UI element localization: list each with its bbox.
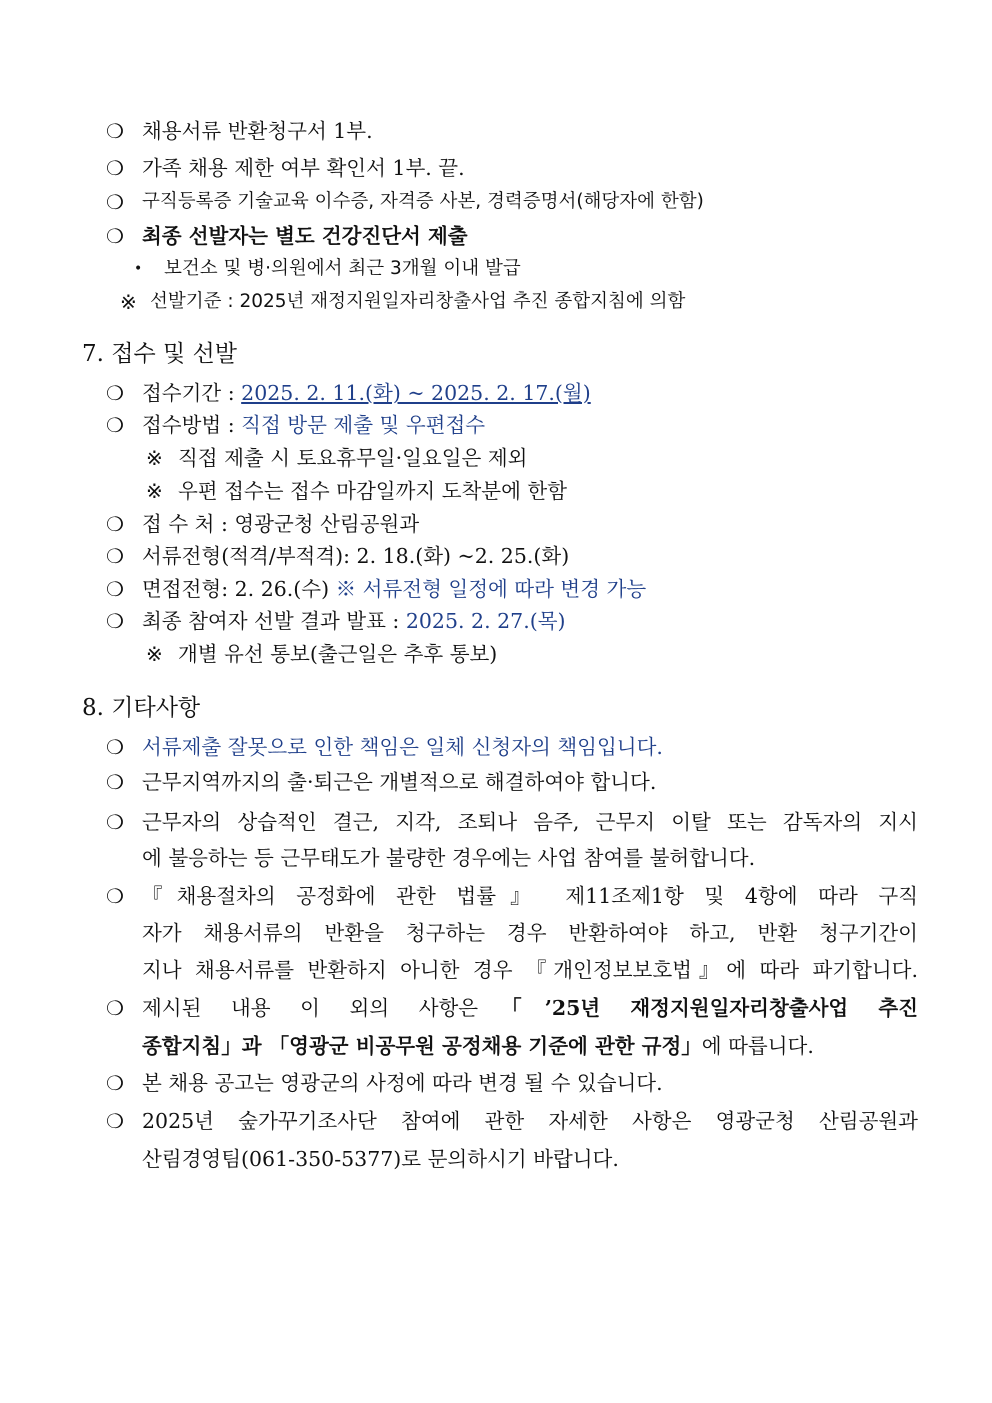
note-mark-icon: ※	[146, 446, 163, 470]
interview-note: ※ 서류전형 일정에 따라 변경 가능	[335, 577, 647, 601]
intro-item-4: 최종 선발자는 별도 건강진단서 제출	[142, 224, 468, 248]
intro-note: 선발기준 : 2025년 재정지원일자리창출사업 추진 종합지침에 의함	[150, 291, 686, 312]
note-mark-icon: ※	[120, 290, 137, 314]
dot-bullet-icon: •	[134, 261, 143, 277]
circle-bullet-icon: ❍	[106, 413, 124, 437]
misc-item-2: 근무지역까지의 출·퇴근은 개별적으로 해결하여야 합니다.	[142, 770, 657, 794]
circle-bullet-icon: ❍	[106, 770, 124, 794]
method-note-1: 직접 제출 시 토요휴무일·일요일은 제외	[178, 446, 528, 470]
misc-item-3-line-1: 근무자의 상습적인 결근, 지각, 조퇴나 음주, 근무지 이탈 또는 감독자의 지시	[142, 810, 918, 834]
misc-item-4-line-1: 『채용절차의 공정화에 관한 법률』 제11조제1항 및 4항에 따라 구직	[142, 884, 918, 908]
period-label: 접수기간 :	[142, 381, 242, 405]
circle-bullet-icon: ❍	[106, 884, 124, 908]
final-announcement-row	[142, 606, 566, 636]
intro-item-3: 구직등록증 기술교육 이수증, 자격증 사본, 경력증명서(해당자에 한함)	[142, 191, 704, 212]
note-mark-icon: ※	[146, 642, 163, 666]
final-value: 2025. 2. 27.(목)	[405, 609, 566, 633]
circle-bullet-icon: ❍	[106, 190, 124, 214]
misc-item-3-line-2: 에 불응하는 등 근무태도가 불량한 경우에는 사업 참여를 불허합니다.	[142, 846, 756, 870]
circle-bullet-icon: ❍	[106, 224, 124, 248]
misc-item-7-line-1: 2025년 숲가꾸기조사단 참여에 관한 자세한 사항은 영광군청 산림공원과	[142, 1109, 918, 1133]
method-value: 직접 방문 제출 및 우편접수	[241, 413, 486, 437]
document-screening: 서류전형(적격/부적격): 2. 18.(화) ~2. 25.(화)	[142, 544, 570, 568]
section-7-heading: 7. 접수 및 선발	[82, 341, 237, 367]
circle-bullet-icon: ❍	[106, 735, 124, 759]
circle-bullet-icon: ❍	[106, 544, 124, 568]
period-value: 2025. 2. 11.(화) ~ 2025. 2. 17.(월)	[241, 381, 591, 405]
final-note: 개별 유선 통보(출근일은 추후 통보)	[178, 642, 498, 666]
interview-row	[142, 574, 646, 604]
circle-bullet-icon: ❍	[106, 1071, 124, 1095]
misc-item-5-text-a: 제시된 내용 이 외의 사항은	[142, 996, 479, 1020]
circle-bullet-icon: ❍	[106, 609, 124, 633]
final-label: 최종 참여자 선발 결과 발표 :	[142, 609, 406, 633]
misc-item-5-line-1	[142, 993, 918, 1023]
misc-item-4-line-2: 자가 채용서류의 반환을 청구하는 경우 반환하여야 하고, 반환 청구기간이	[142, 921, 918, 945]
circle-bullet-icon: ❍	[106, 810, 124, 834]
method-row	[142, 410, 485, 440]
misc-item-5-text-d: 에 따릅니다.	[701, 1034, 814, 1058]
circle-bullet-icon: ❍	[106, 996, 124, 1020]
misc-item-5-line-2	[142, 1031, 814, 1061]
method-label: 접수방법 :	[142, 413, 242, 437]
reception-place: 접 수 처 : 영광군청 산림공원과	[142, 512, 420, 536]
circle-bullet-icon: ❍	[106, 381, 124, 405]
circle-bullet-icon: ❍	[106, 577, 124, 601]
circle-bullet-icon: ❍	[106, 512, 124, 536]
interview-label: 면접전형: 2. 26.(수)	[142, 577, 336, 601]
circle-bullet-icon: ❍	[106, 156, 124, 180]
misc-item-6: 본 채용 공고는 영광군의 사정에 따라 변경 될 수 있습니다.	[142, 1071, 663, 1095]
intro-sub-item: 보건소 및 병·의원에서 최근 3개월 이내 발급	[164, 258, 521, 279]
intro-item-2: 가족 채용 제한 여부 확인서 1부. 끝.	[142, 156, 465, 180]
circle-bullet-icon: ❍	[106, 119, 124, 143]
circle-bullet-icon: ❍	[106, 1109, 124, 1133]
intro-item-1: 채용서류 반환청구서 1부.	[142, 119, 373, 143]
misc-item-5-text-b: 「’25년 재정지원일자리창출사업 추진	[478, 996, 918, 1020]
section-8-heading: 8. 기타사항	[82, 695, 201, 721]
misc-item-7-line-2: 산림경영팀(061-350-5377)로 문의하시기 바랍니다.	[142, 1147, 619, 1171]
misc-item-1: 서류제출 잘못으로 인한 책임은 일체 신청자의 책임입니다.	[142, 735, 663, 759]
method-note-2: 우편 접수는 접수 마감일까지 도착분에 한함	[178, 479, 568, 503]
misc-item-4-line-3: 지나 채용서류를 반환하지 아니한 경우 『개인정보보호법』에 따라 파기합니다.	[142, 958, 918, 982]
period-row	[142, 378, 591, 408]
misc-item-5-text-c: 종합지침」과 「영광군 비공무원 공정채용 기준에 관한 규정」	[142, 1034, 702, 1058]
note-mark-icon: ※	[146, 479, 163, 503]
